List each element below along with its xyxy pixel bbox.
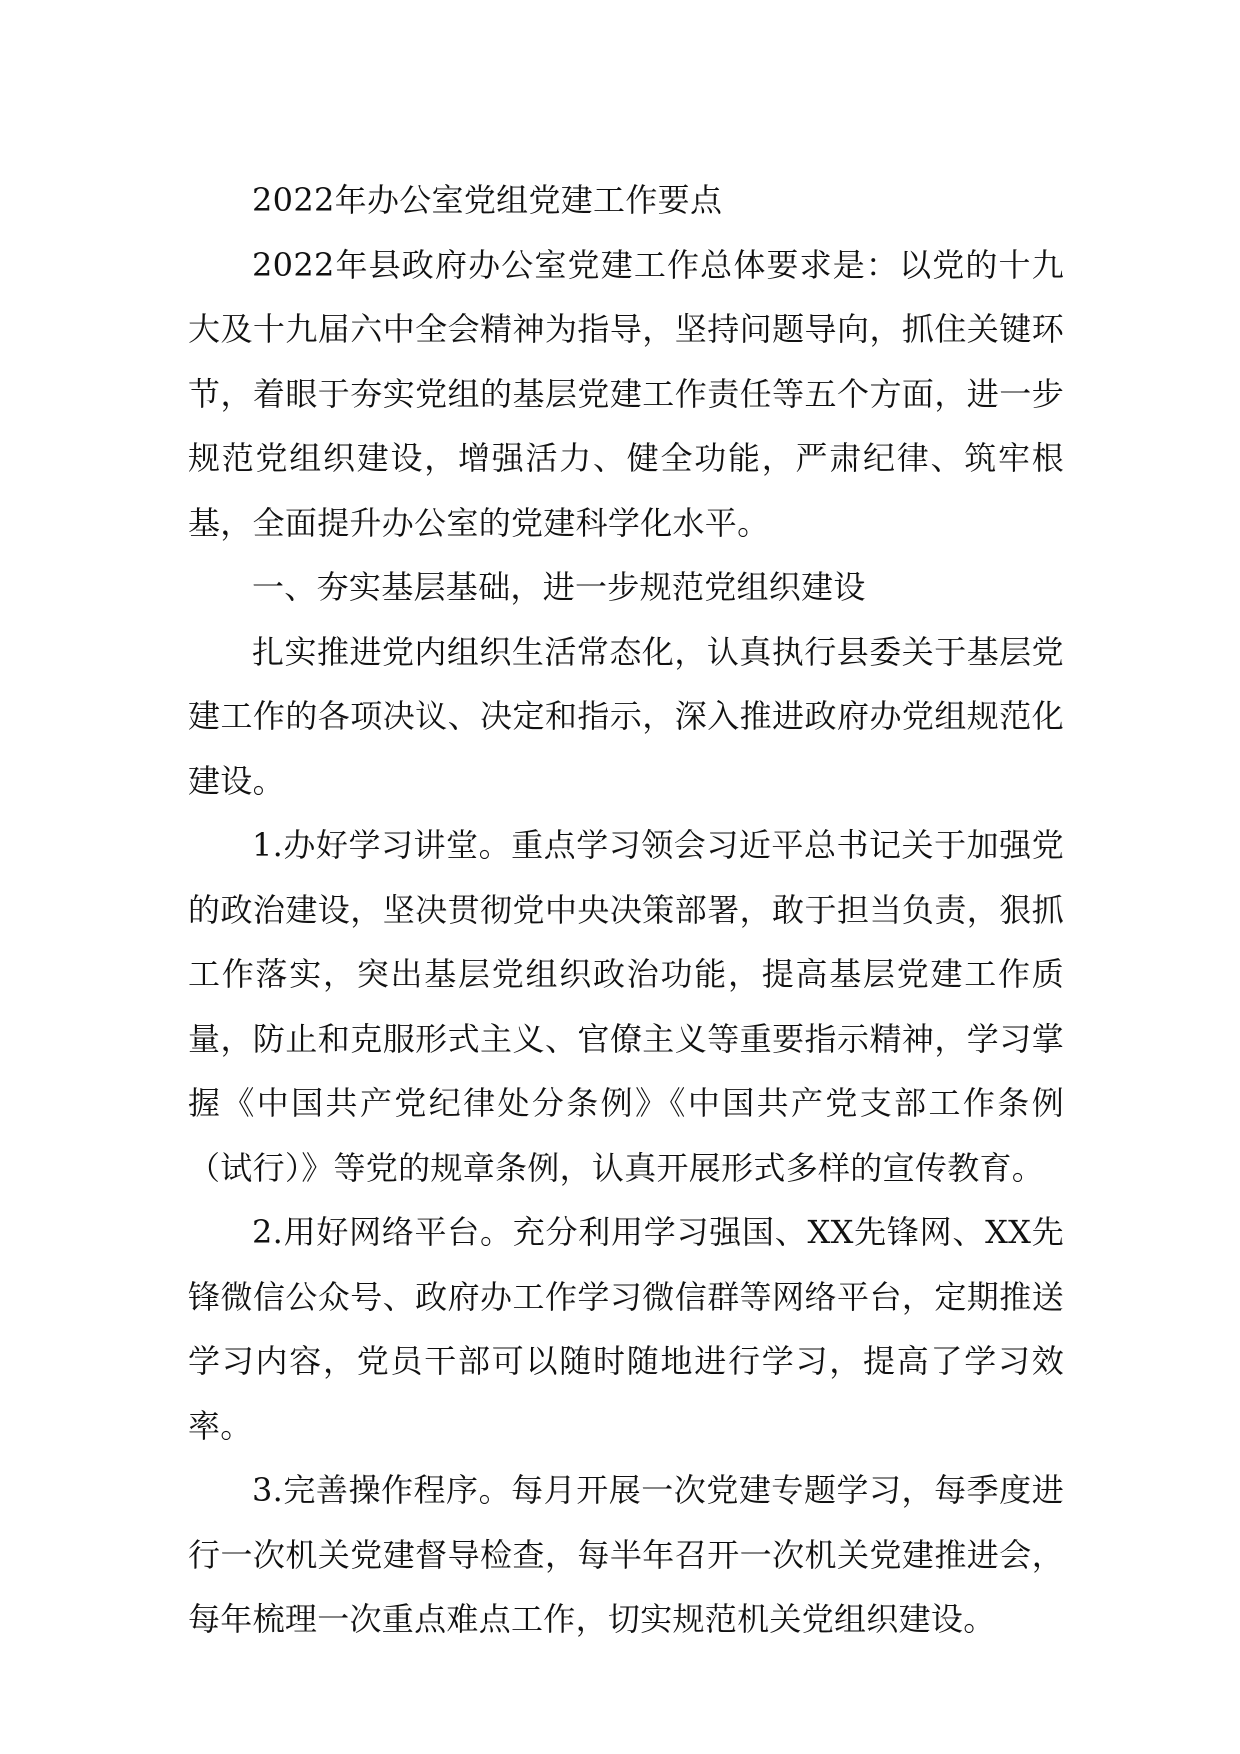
paragraph-item-3: 3.完善操作程序。每月开展一次党建专题学习，每季度进行一次机关党建督导检查，每半年召开一次机关党建推进会，每年梳理一次重点难点工作，切实规范机关党组织建设。 [188,1471,1064,1638]
paragraph-section-intro: 扎实推进党内组织生活常态化，认真执行县委关于基层党建工作的各项决议、决定和指示，深入推进政府办党组规范化建设。 [188,632,1064,800]
paragraph-overview: 2022年县政府办公室党建工作总体要求是：以党的十九大及十九届六中全会精神为指导，坚持问题导向，抓住关键环节，着眼于夯实党组的基层党建工作责任等五个方面，进一步规范党组织建设，增强活力、健全功能，严肃纪律、筑牢根基，全面提升办公室的党建科学化水平。 [188,245,1064,542]
paragraph-item-2: 2.用好网络平台。充分利用学习强国、XX先锋网、XX先锋微信公众号、政府办工作学习微信群等网络平台，定期推送学习内容，党员干部可以随时随地进行学习，提高了学习效率。 [188,1213,1064,1445]
paragraph-item-1: 1.办好学习讲堂。重点学习领会习近平总书记关于加强党的政治建设，坚决贯彻党中央决策部署，敢于担当负责，狠抓工作落实，突出基层党组织政治功能，提高基层党建工作质量，防止和克服形式主义、官僚主义等重要指示精神，学习掌握《中国共产党纪律处分条例》《中国共产党支部工作条例（试行）》等党的规章条例，认真开展形式多样的宣传教育。 [188,826,1064,1187]
section-heading-1: 一、夯实基层基础，进一步规范党组织建设 [252,568,866,606]
document-body [188,168,1064,1652]
document-title: 2022年办公室党组党建工作要点 [252,181,723,219]
